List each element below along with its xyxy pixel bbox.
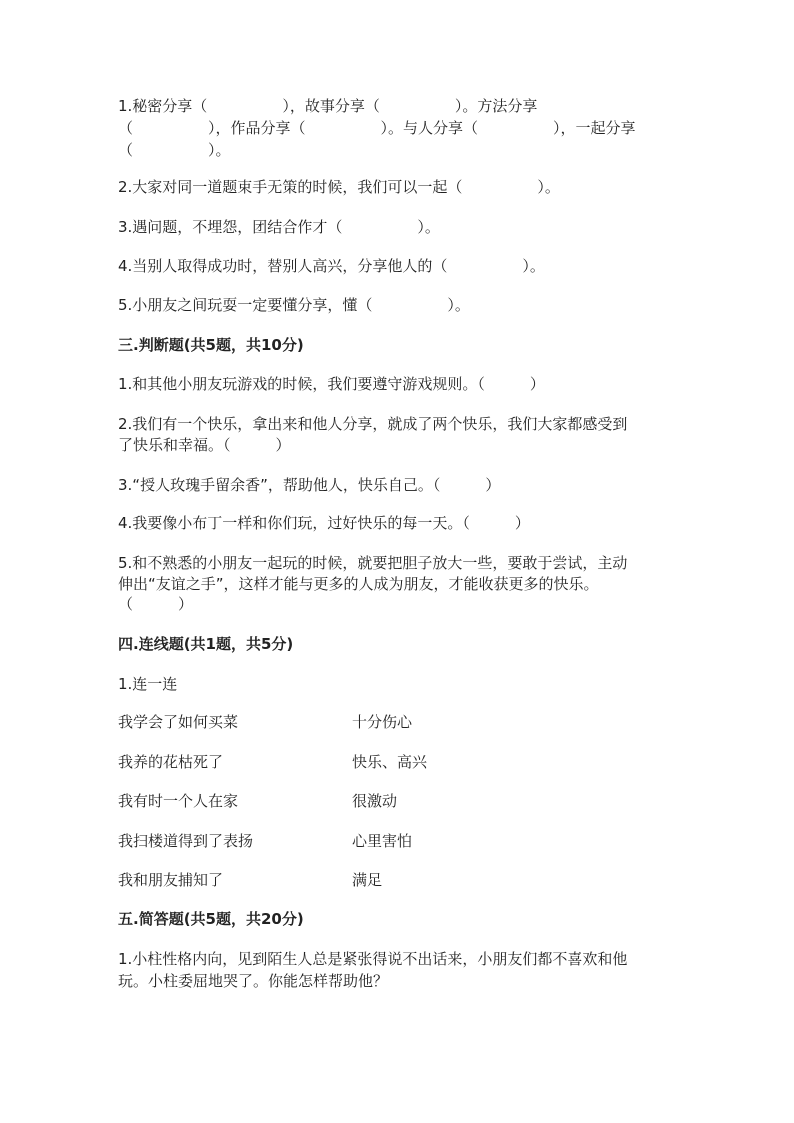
short-answer-heading: 五.简答题(共5题，共20分) <box>118 910 304 928</box>
fill-q1-line2: （ ），作品分享（ ）。与人分享（ ），一起分享 <box>118 119 636 137</box>
judge-q5-line2: 伸出“友谊之手”，这样才能与更多的人成为朋友，才能收获更多的快乐。 <box>118 575 599 593</box>
matching-q1: 1.连一连 <box>118 675 178 693</box>
fill-q1-line3: （ ）。 <box>118 141 231 159</box>
judge-q4: 4.我要像小布丁一样和你们玩，过好快乐的每一天。（ ） <box>118 514 530 532</box>
fill-q3: 3.遇问题，不埋怨，团结合作才（ ）。 <box>118 218 440 236</box>
matching-right-item: 很激动 <box>352 792 398 810</box>
judge-q5-line1: 5.和不熟悉的小朋友一起玩的时候，就要把胆子放大一些，要敢于尝试，主动 <box>118 554 628 572</box>
matching-left-item: 我和朋友捕知了 <box>118 871 224 889</box>
fill-q1-line1: 1.秘密分享（ ），故事分享（ ）。方法分享 <box>118 97 538 115</box>
matching-right-item: 十分伤心 <box>352 713 413 731</box>
matching-right-item: 满足 <box>352 871 383 889</box>
matching-heading: 四.连线题(共1题，共5分) <box>118 635 294 653</box>
judge-q3: 3.“授人玫瑰手留余香”，帮助他人，快乐自己。（ ） <box>118 476 501 494</box>
matching-left-item: 我扫楼道得到了表扬 <box>118 832 254 850</box>
fill-q5: 5.小朋友之间玩耍一定要懂分享，懂（ ）。 <box>118 296 470 314</box>
matching-right-item: 心里害怕 <box>352 832 413 850</box>
matching-left-item: 我有时一个人在家 <box>118 792 239 810</box>
judge-q1: 1.和其他小朋友玩游戏的时候，我们要遵守游戏规则。（ ） <box>118 375 545 393</box>
judge-heading: 三.判断题(共5题，共10分) <box>118 336 304 354</box>
judge-q2-line1: 2.我们有一个快乐，拿出来和他人分享，就成了两个快乐，我们大家都感受到 <box>118 415 628 433</box>
short-answer-q1-line2: 玩。小柱委屈地哭了。你能怎样帮助他？ <box>118 972 389 990</box>
matching-left-item: 我学会了如何买菜 <box>118 713 239 731</box>
judge-q5-line3: （ ） <box>118 595 194 613</box>
fill-q4: 4.当别人取得成功时，替别人高兴，分享他人的（ ）。 <box>118 257 545 275</box>
matching-right-item: 快乐、高兴 <box>352 753 428 771</box>
matching-left-item: 我养的花枯死了 <box>118 753 224 771</box>
short-answer-q1-line1: 1.小柱性格内向，见到陌生人总是紧张得说不出话来，小朋友们都不喜欢和他 <box>118 950 628 968</box>
fill-q2: 2.大家对同一道题束手无策的时候，我们可以一起（ ）。 <box>118 178 560 196</box>
judge-q2-line2: 了快乐和幸福。（ ） <box>118 436 291 454</box>
